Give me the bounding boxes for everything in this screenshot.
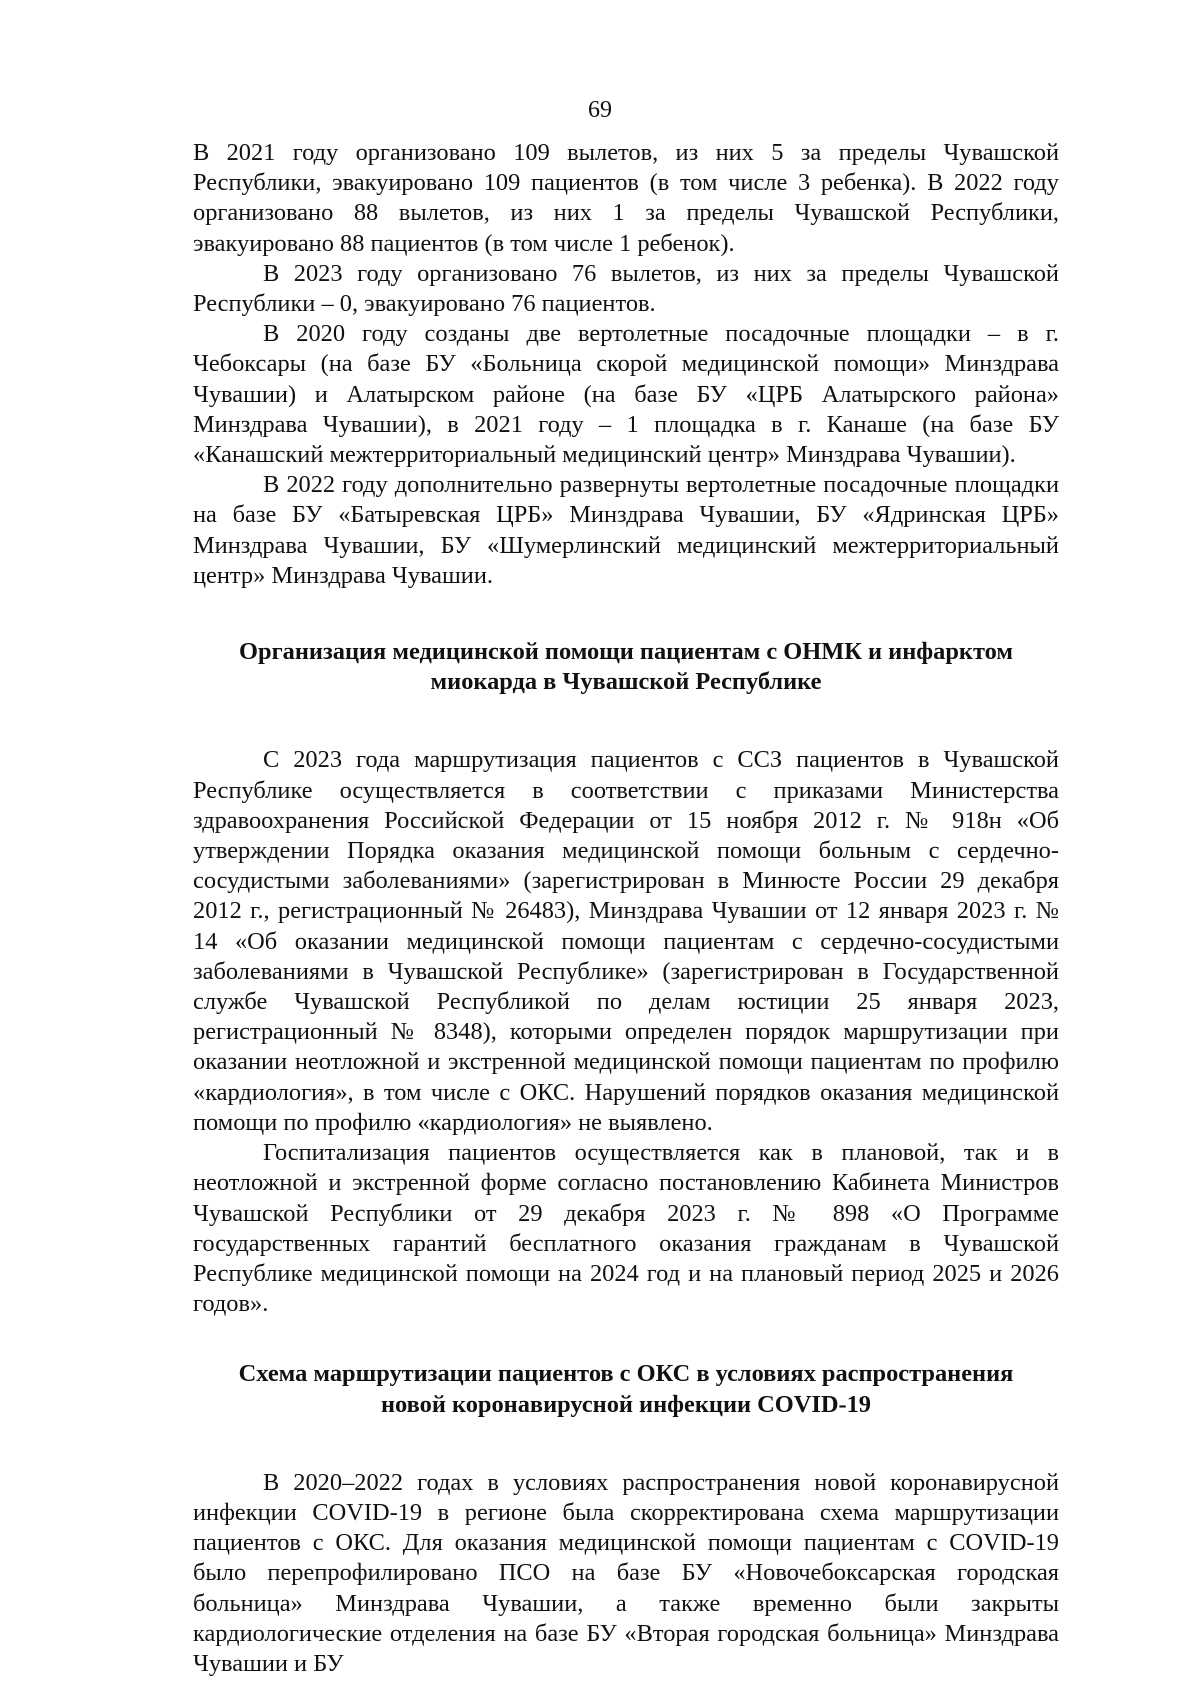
paragraph-covid-routing: В 2020–2022 годах в условиях распространения новой коронавирусной инфекции COVID-19 в регионе была скорректирована схема маршрутизации пациентов с ОКС. Для оказания медицинской помощи пациентам с COVID-19 было перепрофилировано ПСО на базе БУ «Новочебоксарская городская больница» Минздрава Чувашии, а также временно были закрыты кардиологические отделения на базе БУ «Вторая городская больница» Минздрава Чувашии и БУ [193,1468,1059,1677]
paragraph-helipads-2020-2021: В 2020 году созданы две вертолетные посадочные площадки – в г. Чебоксары (на базе БУ «Больница скорой медицинской помощи» Минздрава Чувашии) и Алатырском районе (на базе БУ «ЦРБ Алатырского района» Минздрава Чувашии), в 2021 году – 1 площадка в г. Канаше (на базе БУ «Канашский межтерриториальный медицинский центр» Минздрава Чувашии). [193,320,1059,469]
page-number: 69 [588,97,612,123]
paragraph-flights-2021-2022: В 2021 году организовано 109 вылетов, из них 5 за пределы Чувашской Республики, эвакуировано 109 пациентов (в том числе 3 ребенка). В 2022 году организовано 88 вылетов, из них 1 за пределы Чувашской Республики, эвакуировано 88 пациентов (в том числе 1 ребенок). [193,139,1059,257]
section-heading-onmk [193,637,1059,697]
paragraph-helipads-2022: В 2022 году дополнительно развернуты вертолетные посадочные площадки на базе БУ «Батыревская ЦРБ» Минздрава Чувашии, БУ «Ядринская ЦРБ» Минздрава Чувашии, БУ «Шумерлинский медицинский межтерриториальный центр» Минздрава Чувашии. [193,471,1059,589]
paragraph-routing-ssz: С 2023 года маршрутизация пациентов с ССЗ пациентов в Чувашской Республике осуществляется в соответствии с приказами Министерства здравоохранения Российской Федерации от 15 ноября 2012 г. № 918н «Об утверждении Порядка оказания медицинской помощи больным с сердечно-сосудистыми заболеваниями» (зарегистрирован в Минюсте России 29 декабря 2012 г., регистрационный № 26483), Минздрава Чувашии от 12 января 2023 г. № 14 «Об оказании медицинской помощи пациентам с сердечно-сосудистыми заболеваниями в Чувашской Республике» (зарегистрирован в Государственной службе Чувашской Республикой по делам юстиции 25 января 2023, регистрационный № 8348), которыми определен порядок маршрутизации при оказании неотложной и экстренной медицинской помощи пациентам по профилю «кардиология», в том числе с ОКС. Нарушений порядков оказания медицинской помощи по профилю «кардиология» не выявлено. [193,746,1059,1136]
section-heading-onmk-line2: миокарда в Чувашской Республике [430,668,822,696]
section-heading-onmk-line1: Организация медицинской помощи пациентам с ОНМК и инфарктом [239,638,1013,666]
paragraph-hospitalization: Госпитализация пациентов осуществляется как в плановой, так и в неотложной и экстренной форме согласно постановлению Кабинета Министров Чувашской Республики от 29 декабря 2023 г. № 898 «О Программе государственных гарантий бесплатного оказания гражданам в Чувашской Республике медицинской помощи на 2024 год и на плановый период 2025 и 2026 годов». [193,1139,1059,1318]
paragraph-flights-2023: В 2023 году организовано 76 вылетов, из них за пределы Чувашской Республики – 0, эвакуировано 76 пациентов. [193,259,1059,318]
section-heading-oks-covid [193,1359,1059,1419]
section-heading-oks-covid-line1: Схема маршрутизации пациентов с ОКС в условиях распространения [238,1360,1014,1388]
section-heading-oks-covid-line2: новой коронавирусной инфекции COVID-19 [380,1390,871,1418]
document-body [193,138,1059,1679]
